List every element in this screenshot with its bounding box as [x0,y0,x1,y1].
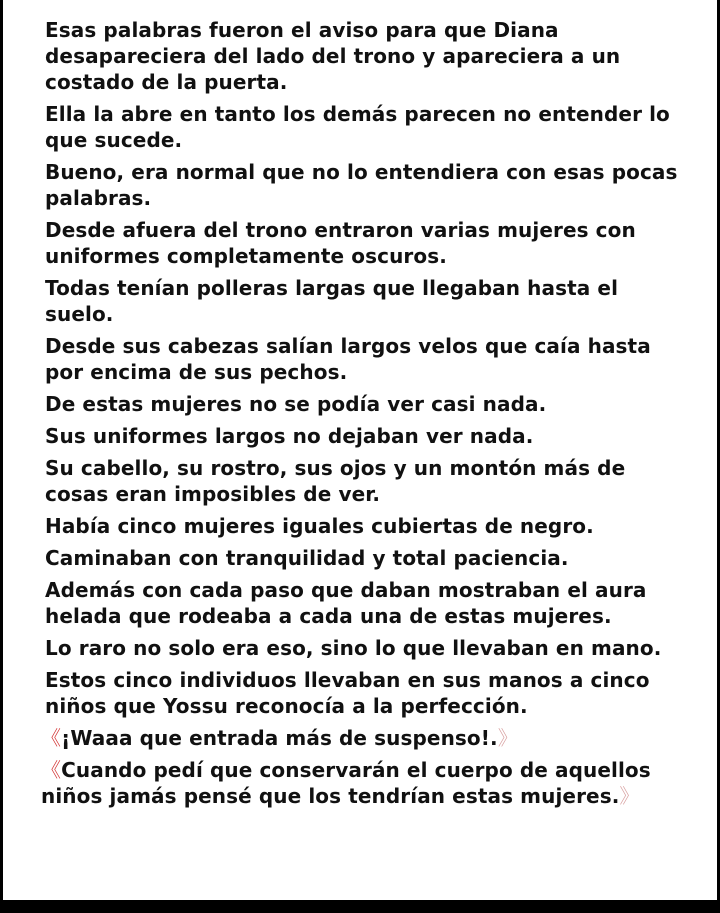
dialogue-line [41,757,687,809]
close-bracket: 》 [497,726,518,750]
paragraph: Además con cada paso que daban mostraban el aura helada que rodeaba a cada una de estas mujeres. [45,578,647,628]
dialogue-text: ¡Waaa que entrada más de suspenso!. [61,726,498,750]
paragraph: Caminaban con tranquilidad y total paciencia. [45,546,569,570]
dialogue-text: Cuando pedí que conservarán el cuerpo de aquellos niños jamás pensé que los tendrían estas mujeres. [41,758,651,808]
paragraph: Había cinco mujeres iguales cubiertas de negro. [45,514,594,538]
paragraph: Su cabello, su rostro, sus ojos y un montón más de cosas eran imposibles de ver. [45,456,626,506]
open-bracket: 《 [41,726,62,750]
dialogue-line [41,725,687,751]
open-bracket: 《 [41,758,62,782]
paragraph: Estos cinco individuos llevaban en sus manos a cinco niños que Yossu reconocía a la perfección. [45,668,650,718]
paragraph: Desde afuera del trono entraron varias mujeres con uniformes completamente oscuros. [45,218,636,268]
paragraph: De estas mujeres no se podía ver casi nada. [45,392,547,416]
paragraph: Sus uniformes largos no dejaban ver nada. [45,424,534,448]
paragraph: Lo raro no solo era eso, sino lo que llevaban en mano. [45,636,662,660]
bottom-frame-bar [0,900,720,913]
paragraph: Esas palabras fueron el aviso para que Diana desapareciera del lado del trono y apareciera a un costado de la puerta. [45,18,621,94]
document-page [3,0,717,900]
close-bracket: 》 [619,784,640,808]
paragraph: Bueno, era normal que no lo entendiera con esas pocas palabras. [45,160,678,210]
paragraph: Desde sus cabezas salían largos velos que caía hasta por encima de sus pechos. [45,334,651,384]
paragraph: Todas tenían polleras largas que llegaban hasta el suelo. [45,276,619,326]
paragraph: Ella la abre en tanto los demás parecen no entender lo que sucede. [45,102,670,152]
